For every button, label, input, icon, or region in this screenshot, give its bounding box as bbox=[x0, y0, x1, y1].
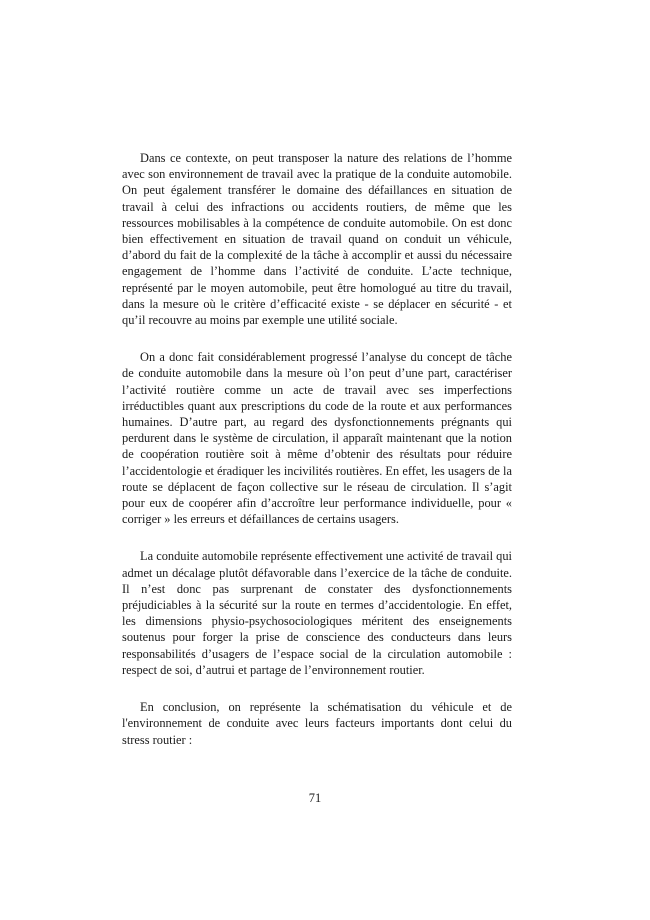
page-number: 71 bbox=[308, 791, 322, 805]
paragraph-activity: La conduite automobile représente effectivement une activité de travail qui admet un décalage plutôt défavorable dans l’exercice de la tâche de conduite. Il n’est donc pas surprenant de constater des dysfonctionnements préjudiciables à la sécurité sur la route en termes d’accidentologie. En effet, les dimensions physio-psychosociologiques méritent des enseignements soutenus pour forger la prise de conscience des conducteurs dans leurs responsabilités d’usagers de l’espace social de la circulation automobile : respect de soi, d’autrui et partage de l’environnement routier. bbox=[122, 549, 512, 677]
paragraph-conclusion: En conclusion, on représente la schématisation du véhicule et de l'environnement de conduite avec leurs facteurs importants dont celui du stress routier : bbox=[122, 700, 512, 747]
paragraph-cooperation: On a donc fait considérablement progressé l’analyse du concept de tâche de conduite automobile dans la mesure où l’on peut d’une part, caractériser l’activité routière comme un acte de travail avec ses imperfections irréductibles quant aux prescriptions du code de la route et aux performances humaines. D’autre part, au regard des dysfonctionnements prégnants qui perdurent dans le système de circulation, il apparaît maintenant que la notion de coopération routière soit à même d’obtenir des résultats pour réduire l’accidentologie et éradiquer les incivilités routières. En effet, les usagers de la route se déplacent de façon collective sur le réseau de circulation. Il s’agit pour eux de coopérer afin d’accroître leur performance individuelle, pour « corriger » les erreurs et défaillances de certains usagers. bbox=[122, 350, 512, 527]
body-text bbox=[122, 150, 512, 769]
paragraph-context: Dans ce contexte, on peut transposer la nature des relations de l’homme avec son environnement de travail avec la pratique de la conduite automobile. On peut également transférer le domaine des défaillances en situation de travail à celui des infractions ou accidents routiers, de même que les ressources mobilisables à la compétence de conduite automobile. On est donc bien effectivement en situation de travail quand on conduit un véhicule, d’abord du fait de la complexité de la tâche à accomplir et aussi du nécessaire engagement de l’homme dans l’activité de conduite. L’acte technique, représenté par le moyen automobile, peut être homologué au titre du travail, dans la mesure où le critère d’efficacité existe - se déplacer en sécurité - et qu’il recouvre au moins par exemple une utilité sociale. bbox=[122, 151, 512, 328]
